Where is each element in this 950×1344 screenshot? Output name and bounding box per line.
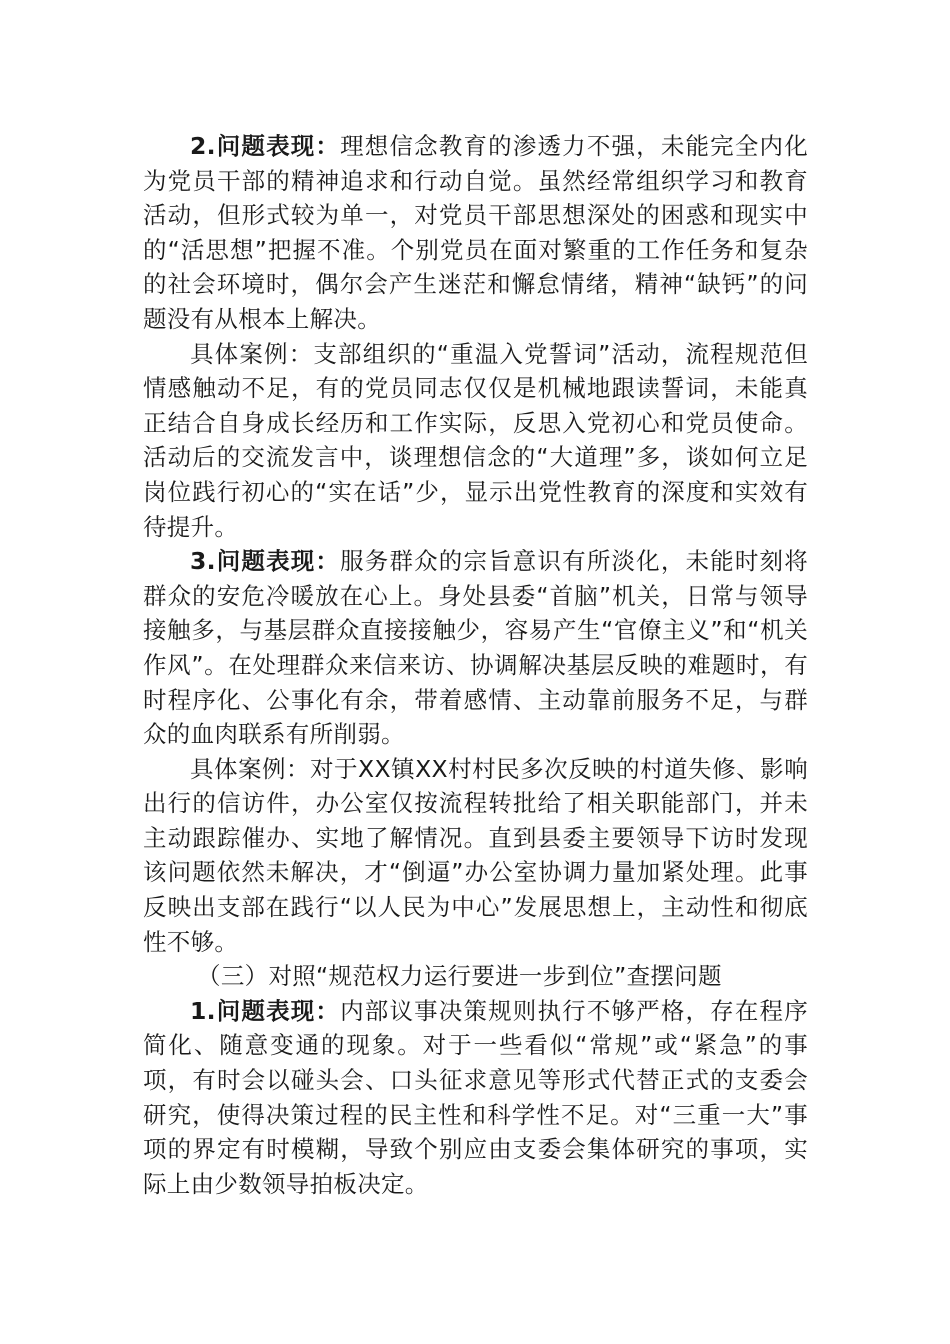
paragraph-text: 内部议事决策规则执行不够严格，存在程序简化、随意变通的现象。对于一些看似“常规”或“紧急”的事项，有时会以碰头会、口头征求意见等形式代替正式的支委会研究，使得决策过程的民主性和科学性不足。对“三重一大”事项的界定有时模糊，导致个别应由支委会集体研究的事项，实际上由少数领导拍板决定。 [143, 996, 808, 1198]
paragraph-problem-3 [143, 544, 808, 752]
paragraph-lead: 3.问题表现： [190, 547, 341, 576]
section-heading [143, 959, 808, 994]
paragraph-text: 服务群众的宗旨意识有所淡化，未能时刻将群众的安危冷暖放在心上。身处县委“首脑”机关，日常与领导接触多，与基层群众直接接触少，容易产生“官僚主义”和“机关作风”。在处理群众来信来访、协调解决基层反映的难题时，有时程序化、公事化有余，带着感情、主动靠前服务不足，与群众的血肉联系有所削弱。 [143, 547, 808, 749]
paragraph-lead: 2.问题表现： [190, 132, 341, 160]
paragraph-text: 具体案例：支部组织的“重温入党誓词”活动，流程规范但情感触动不足，有的党员同志仅仅是机械地跟读誓词，未能真正结合自身成长经历和工作实际，反思入党初心和党员使命。活动后的交流发言中，谈理想信念的“大道理”多，谈如何立足岗位践行初心的“实在话”少，显示出党性教育的深度和实效有待提升。 [143, 339, 808, 541]
paragraph-text: 具体案例：对于XX镇XX村村民多次反映的村道失修、影响出行的信访件，办公室仅按流程转批给了相关职能部门，并未主动跟踪催办、实地了解情况。直到县委主要领导下访时发现该问题依然未解决，才“倒逼”办公室协调力量加紧处理。此事反映出支部在践行“以人民为中心”发展思想上，主动性和彻底性不够。 [143, 754, 808, 956]
paragraph-problem-2 [143, 129, 808, 337]
paragraph-case-2 [143, 752, 808, 960]
paragraph-problem-1 [143, 994, 808, 1202]
paragraph-text: 理想信念教育的渗透力不强，未能完全内化为党员干部的精神追求和行动自觉。虽然经常组织学习和教育活动，但形式较为单一，对党员干部思想深处的困惑和现实中的“活思想”把握不准。个别党员在面对繁重的工作任务和复杂的社会环境时，偶尔会产生迷茫和懈怠情绪，精神“缺钙”的问题没有从根本上解决。 [143, 132, 808, 333]
paragraph-case-1 [143, 337, 808, 545]
section-heading-text: （三）对照“规范权力运行要进一步到位”查摆问题 [197, 962, 722, 991]
paragraph-lead: 1.问题表现： [190, 996, 341, 1025]
